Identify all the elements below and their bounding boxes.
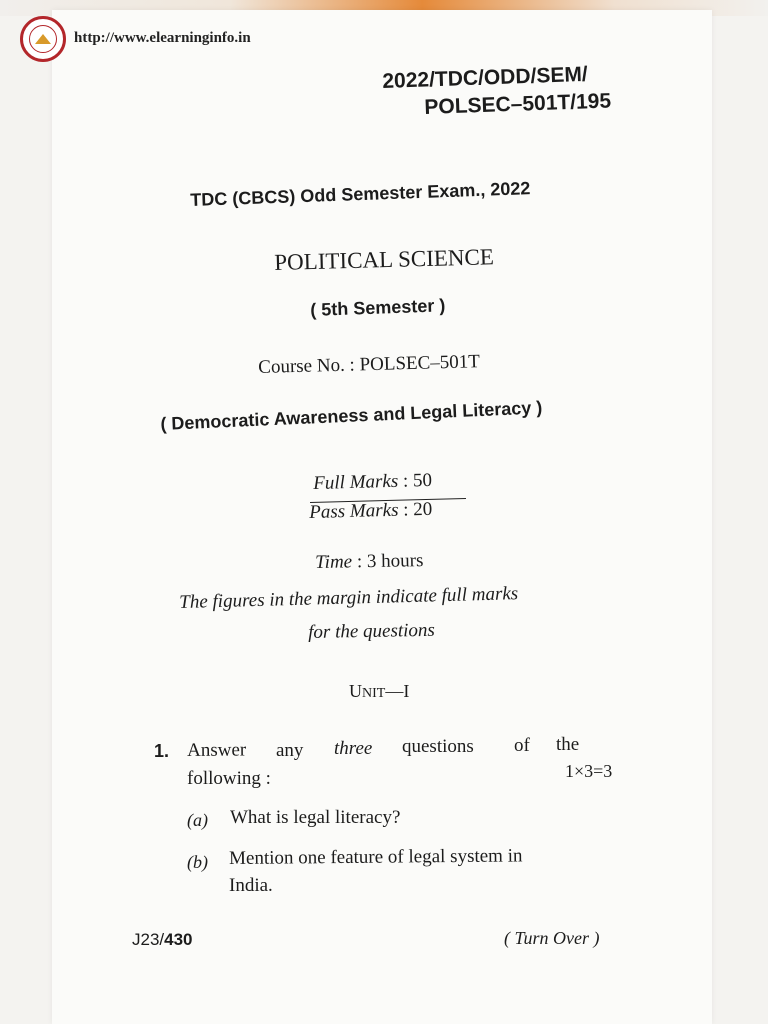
instructions-line1: The figures in the margin indicate full marks [179, 583, 519, 613]
question1-line1: Answer [187, 739, 247, 761]
q1-word-any: any [276, 740, 304, 761]
q1-word-questions: questions [402, 736, 474, 757]
pass-marks-label: Pass Marks [309, 499, 399, 523]
semester-label: ( 5th Semester ) [310, 295, 446, 320]
item-b-text-line1: Mention one feature of legal system in [229, 845, 523, 869]
q1-word-three: three [334, 738, 373, 759]
item-b-text-line2: India. [229, 875, 273, 896]
exam-title: TDC (CBCS) Odd Semester Exam., 2022 [190, 178, 531, 210]
item-a-text: What is legal literacy? [230, 807, 401, 828]
pass-marks [309, 499, 433, 524]
elearninginfo-logo-icon [20, 16, 66, 62]
question1-line2: following : [187, 768, 271, 789]
paper-code-line1: 2022/TDC/ODD/SEM/ [382, 62, 589, 93]
time-label: Time [315, 551, 353, 573]
pass-marks-value: : 20 [402, 498, 433, 521]
paper-code-line2: POLSEC–501T/195 [424, 89, 612, 119]
full-marks-value: : 50 [402, 469, 433, 492]
q1-word-of: of [514, 735, 530, 756]
exam-time [315, 550, 424, 574]
turn-over-label: ( Turn Over ) [504, 928, 600, 948]
subject-title: POLITICAL SCIENCE [274, 244, 495, 275]
unit-heading: UNIT—I [349, 681, 410, 701]
question-number: 1. [154, 741, 170, 761]
full-marks [313, 470, 432, 495]
course-number: Course No. : POLSEC–501T [258, 351, 481, 378]
site-url-watermark[interactable]: http://www.elearninginfo.in [74, 30, 251, 46]
paper-title: ( Democratic Awareness and Legal Literacy ) [160, 397, 543, 434]
item-b-label: (b) [187, 852, 208, 872]
footer-paper-code: J23/430 [132, 930, 193, 949]
full-marks-label: Full Marks [313, 470, 399, 494]
instructions-line2: for the questions [308, 619, 436, 643]
item-a-label: (a) [187, 810, 208, 830]
q1-word-the: the [556, 734, 580, 755]
time-value: : 3 hours [356, 550, 424, 573]
question1-marks: 1×3=3 [565, 761, 613, 781]
